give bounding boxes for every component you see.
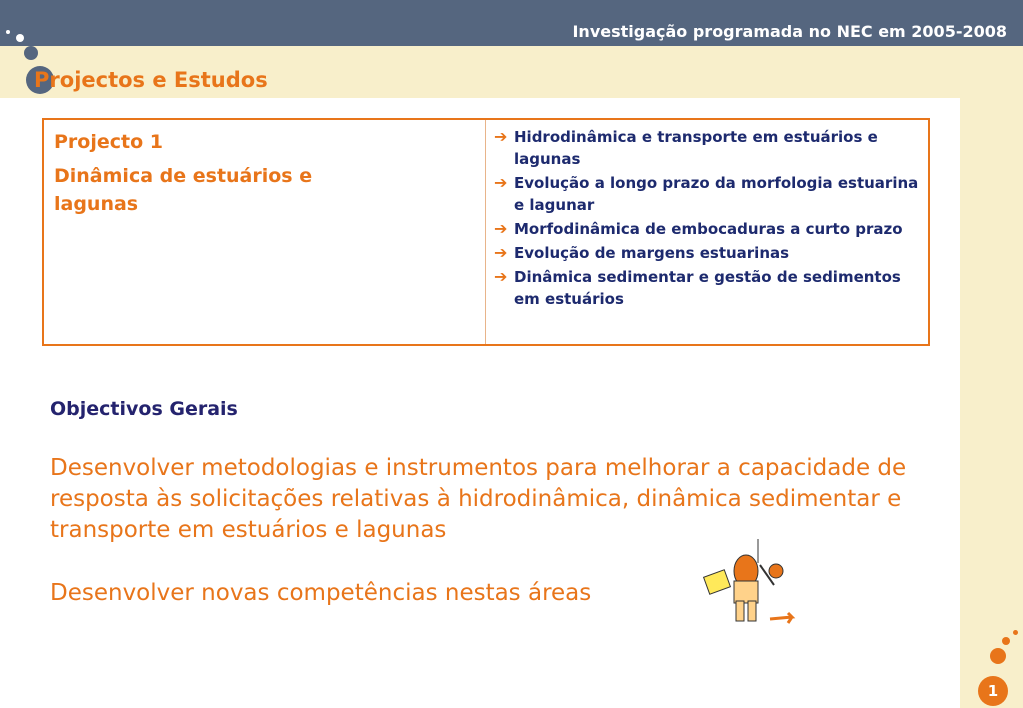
section-title xyxy=(26,66,268,94)
page-number: 1 xyxy=(978,676,1008,706)
list-item xyxy=(494,172,920,216)
project-label: Projecto 1 xyxy=(54,131,163,153)
topic-text: Evolução a longo prazo da morfologia estuarina e lagunar xyxy=(514,174,919,214)
topic-text: Dinâmica sedimentar e gestão de sedimentos em estuários xyxy=(514,268,901,308)
decor-dot-icon xyxy=(1002,637,1010,645)
right-arrow-icon: ➔ xyxy=(494,127,508,146)
decor-dot-icon xyxy=(24,46,38,60)
objectives-heading: Objectivos Gerais xyxy=(50,398,238,420)
project-topics-cell xyxy=(486,120,928,344)
title-rest: rojectos e Estudos xyxy=(49,68,268,92)
list-item xyxy=(494,266,920,310)
objective-paragraph: Desenvolver novas competências nestas áreas xyxy=(50,580,592,606)
decor-dot-icon xyxy=(990,648,1006,664)
decor-dot-icon xyxy=(16,34,24,42)
right-arrow-icon: ➔ xyxy=(494,173,508,192)
explorer-figure-icon xyxy=(700,535,810,635)
list-item xyxy=(494,218,920,240)
objective-paragraph: Desenvolver metodologias e instrumentos para melhorar a capacidade de resposta às solicitações relativas à hidrodinâmica, dinâmica sedimentar e transporte em estuários e lagunas xyxy=(50,455,907,543)
right-arrow-icon: ➔ xyxy=(494,219,508,238)
list-item xyxy=(494,126,920,170)
topic-text: Hidrodinâmica e transporte em estuários e lagunas xyxy=(514,128,878,168)
project-name: Dinâmica de estuários e lagunas xyxy=(54,165,313,215)
right-strip xyxy=(960,46,1023,708)
right-arrow-icon: ➔ xyxy=(494,243,508,262)
project-info-cell xyxy=(44,120,486,344)
project-table xyxy=(42,118,930,346)
topic-text: Morfodinâmica de embocaduras a curto prazo xyxy=(514,220,903,238)
topic-text: Evolução de margens estuarinas xyxy=(514,244,790,262)
header-title: Investigação programada no NEC em 2005-2008 xyxy=(572,22,1007,41)
list-item xyxy=(494,242,920,264)
decor-dot-icon xyxy=(1013,630,1018,635)
title-initial: P xyxy=(34,68,50,92)
right-arrow-icon: ➔ xyxy=(494,267,508,286)
decor-dot-icon xyxy=(6,30,10,34)
